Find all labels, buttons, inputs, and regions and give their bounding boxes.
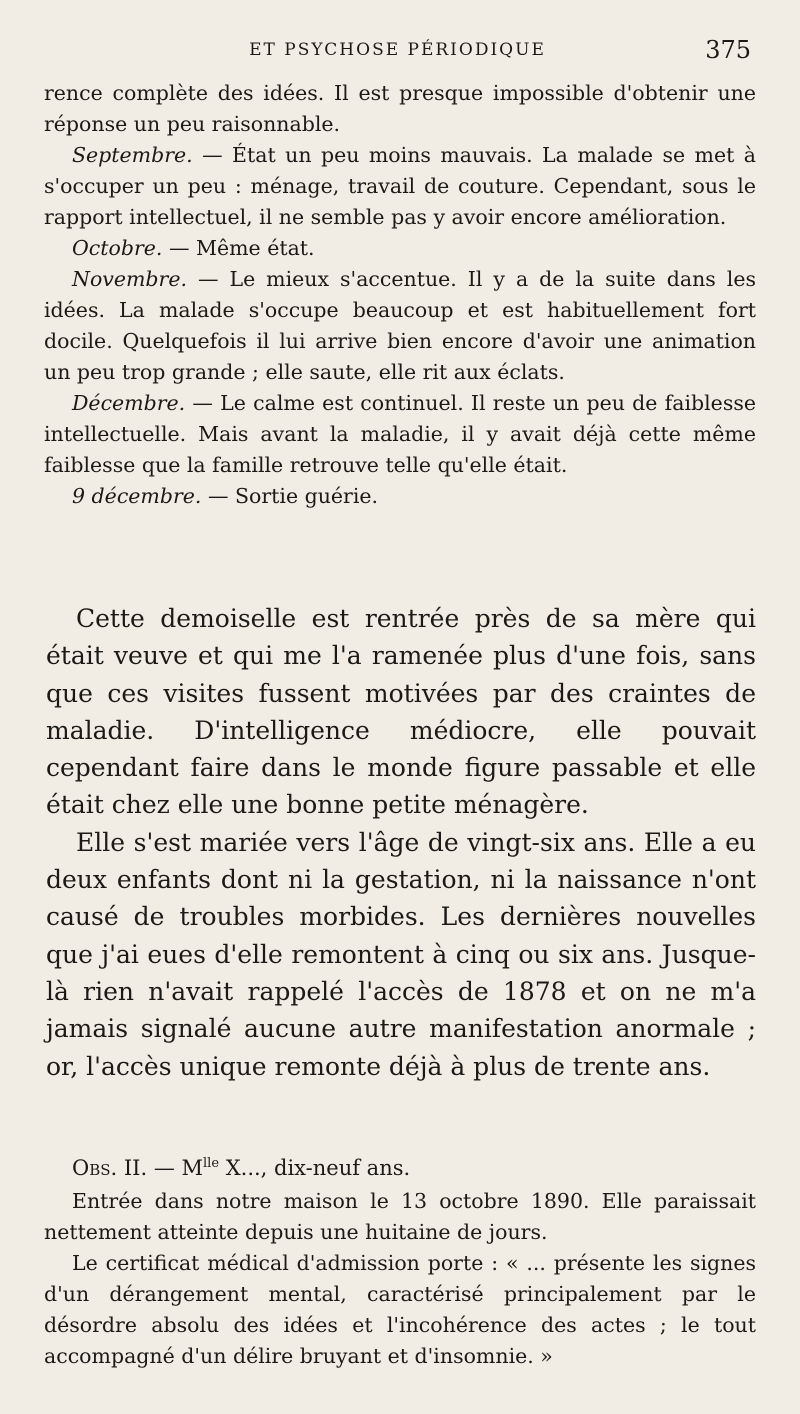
- entry-text: — Le calme est continuel. Il reste un peu de faiblesse intellectuelle. Mais avant la maladie, il y avait déjà cette même faiblesse que la famille retrouve telle qu'elle était.: [44, 391, 756, 477]
- page-number: 375: [705, 36, 751, 64]
- observation-paragraph: Entrée dans notre maison le 13 octobre 1890. Elle paraissait nettement atteinte depuis une huitaine de jours.: [44, 1189, 756, 1244]
- title-superscript: lle: [203, 1156, 220, 1171]
- observation-paragraph: Le certificat médical d'admission porte : « ... présente les signes d'un dérangement mental, caractérisé principalement par le désordre absolu des idées et l'incohérence des actes ; le tout accompagné d'un délire bruyant et d'insomnie. »: [44, 1251, 756, 1368]
- observation-subject: X..., dix-neuf ans.: [219, 1156, 411, 1180]
- entry-decembre: [44, 388, 756, 481]
- running-head: ET PSYCHOSE PÉRIODIQUE: [249, 40, 546, 60]
- entry-month: Octobre.: [72, 236, 163, 260]
- entry-octobre: [44, 233, 756, 264]
- entry-text: — Sortie guérie.: [201, 484, 379, 508]
- entry-month: Septembre.: [72, 143, 193, 167]
- entry-text: — État un peu moins mauvais. La malade se met à s'occuper un peu : ménage, travail de couture. Cependant, sous le rapport intellectuel, il ne semble pas y avoir encore amélioration.: [44, 143, 756, 229]
- observation-2: [44, 1153, 756, 1372]
- entry-text: — Même état.: [162, 236, 315, 260]
- observation-label: Obs. II.: [72, 1156, 148, 1180]
- observation-heading: [44, 1153, 756, 1184]
- continuation-line: rence complète des idées. Il est presque impossible d'obtenir une réponse un peu raisonnable.: [44, 81, 756, 136]
- entry-9-decembre: [44, 481, 756, 512]
- commentary-paragraph: Elle s'est mariée vers l'âge de vingt-six ans. Elle a eu deux enfants dont ni la gestation, ni la naissance n'ont causé de troubles morbides. Les dernières nouvelles que j'ai eues d'elle remontent à cinq ou six ans. Jusque-là rien n'avait rappelé l'accès de 1878 et on ne m'a jamais signalé aucune autre manifestation anormale ; or, l'accès unique remonte déjà à plus de trente ans.: [46, 827, 756, 1081]
- entry-month: Décembre.: [72, 391, 186, 415]
- entry-novembre: [44, 264, 756, 388]
- page-header: [40, 36, 755, 66]
- commentary: [46, 600, 756, 1085]
- observation-dash: — M: [147, 1156, 203, 1180]
- entry-septembre: [44, 140, 756, 233]
- commentary-paragraph: Cette demoiselle est rentrée près de sa mère qui était veuve et qui me l'a ramenée plus d'une fois, sans que ces visites fussent motivées par des craintes de maladie. D'intelligence médiocre, elle pouvait cependant faire dans le monde figure passable et elle était chez elle une bonne petite ménagère.: [46, 604, 756, 820]
- case-1-chronology: [44, 78, 756, 512]
- entry-text: — Le mieux s'accentue. Il y a de la suite dans les idées. La malade s'occupe beaucoup et est habituellement fort docile. Quelquefois il lui arrive bien encore d'avoir une animation un peu trop grande ; elle saute, elle rit aux éclats.: [44, 267, 756, 384]
- entry-month: Novembre.: [72, 267, 188, 291]
- entry-month: 9 décembre.: [72, 484, 202, 508]
